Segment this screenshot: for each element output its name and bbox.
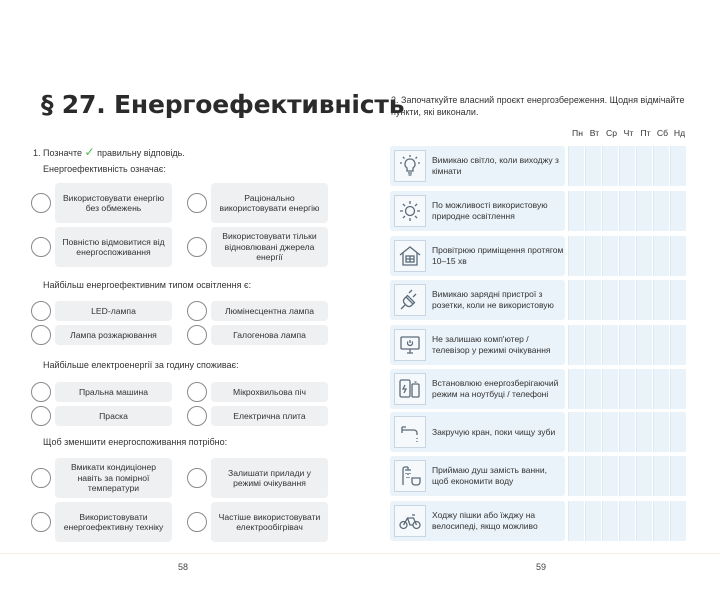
habit-text: Не залишаю комп'ютер / телевізор у режимі очікування bbox=[432, 334, 551, 355]
answer-option[interactable] bbox=[31, 406, 203, 426]
day-cell[interactable] bbox=[619, 325, 635, 365]
day-cell[interactable] bbox=[653, 412, 669, 452]
answer-option[interactable] bbox=[31, 382, 203, 402]
answer-option[interactable] bbox=[187, 301, 359, 321]
monitor-icon bbox=[394, 329, 426, 361]
day-cell[interactable] bbox=[653, 280, 669, 320]
answer-option[interactable] bbox=[31, 227, 203, 267]
day-cell[interactable] bbox=[602, 369, 618, 409]
answer-option[interactable] bbox=[187, 382, 359, 402]
day-cell[interactable] bbox=[619, 146, 635, 186]
day-cell[interactable] bbox=[670, 146, 686, 186]
day-checkboxes bbox=[568, 191, 687, 231]
answer-radio[interactable] bbox=[187, 468, 207, 488]
answer-label: Використовувати енергоефективну техніку bbox=[55, 502, 172, 542]
day-cell[interactable] bbox=[619, 280, 635, 320]
answer-option[interactable] bbox=[31, 458, 203, 498]
habit-row bbox=[390, 456, 687, 496]
day-cell[interactable] bbox=[653, 456, 669, 496]
habit-text: Приймаю душ замість ванни, щоб економити воду bbox=[432, 465, 547, 486]
plug-icon bbox=[394, 284, 426, 316]
answer-option[interactable] bbox=[31, 301, 203, 321]
answer-radio[interactable] bbox=[31, 406, 51, 426]
answer-radio[interactable] bbox=[187, 382, 207, 402]
day-cell[interactable] bbox=[653, 369, 669, 409]
answer-option[interactable] bbox=[187, 406, 359, 426]
day-cell[interactable] bbox=[619, 191, 635, 231]
answer-radio[interactable] bbox=[31, 193, 51, 213]
habit-text: Закручую кран, поки чищу зуби bbox=[432, 426, 556, 437]
answer-option[interactable] bbox=[187, 183, 359, 223]
answer-label: Мікрохвильова піч bbox=[211, 382, 328, 402]
day-cell[interactable] bbox=[602, 325, 618, 365]
habit-text: Вимикаю зарядні пристрої з розетки, коли не використовую bbox=[432, 289, 554, 310]
day-cell[interactable] bbox=[585, 325, 601, 365]
day-cell[interactable] bbox=[653, 191, 669, 231]
day-checkboxes bbox=[568, 280, 687, 320]
page-number-right: 59 bbox=[536, 562, 547, 572]
house-window-icon bbox=[394, 240, 426, 272]
shower-icon bbox=[394, 460, 426, 492]
day-cell[interactable] bbox=[585, 236, 601, 276]
answer-label: Використовувати енергію без обмежень bbox=[55, 183, 172, 223]
answer-radio[interactable] bbox=[187, 325, 207, 345]
habit-info bbox=[390, 280, 565, 320]
day-checkboxes bbox=[568, 146, 687, 186]
day-cell[interactable] bbox=[585, 280, 601, 320]
answer-label: Лампа розжарювання bbox=[55, 325, 172, 345]
faucet-icon bbox=[394, 416, 426, 448]
day-cell[interactable] bbox=[568, 146, 584, 186]
answer-radio[interactable] bbox=[187, 193, 207, 213]
day-checkboxes bbox=[568, 501, 687, 541]
day-cell[interactable] bbox=[636, 501, 652, 541]
day-cell[interactable] bbox=[602, 456, 618, 496]
habit-row bbox=[390, 412, 687, 452]
answer-label: Люмінесцентна лампа bbox=[211, 301, 328, 321]
question-label-2: Найбільш енергоефективним типом освітлення є: bbox=[43, 280, 252, 290]
day-cell[interactable] bbox=[619, 236, 635, 276]
day-cell[interactable] bbox=[585, 456, 601, 496]
question-label-1: Енергоефективність означає: bbox=[43, 164, 166, 174]
day-cell[interactable] bbox=[670, 412, 686, 452]
habit-row bbox=[390, 501, 687, 541]
habit-row bbox=[390, 325, 687, 365]
day-cell[interactable] bbox=[619, 412, 635, 452]
answer-label: Повністю відмовитися від енергоспоживання bbox=[55, 227, 172, 267]
day-cell[interactable] bbox=[619, 456, 635, 496]
day-cell[interactable] bbox=[602, 236, 618, 276]
habit-row bbox=[390, 236, 687, 276]
answer-option[interactable] bbox=[31, 502, 203, 542]
answer-radio[interactable] bbox=[31, 382, 51, 402]
habit-info bbox=[390, 146, 565, 186]
habit-text: Ходжу пішки або їжджу на велосипеді, якщо можливо bbox=[432, 510, 538, 531]
day-cell[interactable] bbox=[619, 369, 635, 409]
day-checkboxes bbox=[568, 456, 687, 496]
day-cell[interactable] bbox=[653, 501, 669, 541]
day-cell[interactable] bbox=[636, 412, 652, 452]
answer-label: Використовувати тільки відновлювані джерела енергії bbox=[211, 227, 328, 267]
day-cell[interactable] bbox=[653, 236, 669, 276]
day-label: Чт bbox=[623, 128, 634, 138]
habit-row bbox=[390, 146, 687, 186]
day-label: Вт bbox=[589, 128, 600, 138]
habit-info bbox=[390, 236, 565, 276]
habit-info bbox=[390, 412, 565, 452]
day-cell[interactable] bbox=[636, 280, 652, 320]
day-cell[interactable] bbox=[670, 280, 686, 320]
habit-text: По можливості використовую природне освітлення bbox=[432, 200, 548, 221]
answer-label: Частіше використовувати електрообігрівач bbox=[211, 502, 328, 542]
answer-label: LED-лампа bbox=[55, 301, 172, 321]
answer-label: Галогенова лампа bbox=[211, 325, 328, 345]
answer-radio[interactable] bbox=[187, 301, 207, 321]
habit-info bbox=[390, 325, 565, 365]
day-cell[interactable] bbox=[602, 412, 618, 452]
task1-intro-before: 1. Позначте bbox=[33, 148, 82, 158]
task2-instruction: 2. Започаткуйте власний проєкт енергозбереження. Щодня відмічайте пункти, які виконали. bbox=[391, 95, 685, 117]
question-label-4: Щоб зменшити енергоспоживання потрібно: bbox=[43, 437, 228, 447]
day-label: Нд bbox=[673, 128, 686, 138]
day-cell[interactable] bbox=[636, 236, 652, 276]
answer-radio[interactable] bbox=[31, 325, 51, 345]
day-cell[interactable] bbox=[636, 325, 652, 365]
habit-info bbox=[390, 501, 565, 541]
answer-radio[interactable] bbox=[31, 468, 51, 488]
habit-text: Вимикаю світло, коли виходжу з кімнати bbox=[432, 155, 559, 176]
checkmark-icon: ✓ bbox=[84, 145, 95, 159]
sun-icon bbox=[394, 195, 426, 227]
bicycle-icon bbox=[394, 505, 426, 537]
day-cell[interactable] bbox=[670, 325, 686, 365]
day-checkboxes bbox=[568, 236, 687, 276]
habit-info bbox=[390, 191, 565, 231]
day-cell[interactable] bbox=[653, 146, 669, 186]
answer-option[interactable] bbox=[31, 325, 203, 345]
battery-phone-icon bbox=[394, 373, 426, 405]
habit-row bbox=[390, 280, 687, 320]
day-cell[interactable] bbox=[585, 412, 601, 452]
day-cell[interactable] bbox=[602, 191, 618, 231]
day-cell[interactable] bbox=[602, 146, 618, 186]
day-cell[interactable] bbox=[568, 280, 584, 320]
answer-radio[interactable] bbox=[187, 406, 207, 426]
day-cell[interactable] bbox=[568, 191, 584, 231]
day-cell[interactable] bbox=[568, 236, 584, 276]
day-checkboxes bbox=[568, 412, 687, 452]
day-cell[interactable] bbox=[670, 456, 686, 496]
day-cell[interactable] bbox=[670, 501, 686, 541]
day-checkboxes bbox=[568, 325, 687, 365]
answer-radio[interactable] bbox=[187, 512, 207, 532]
answer-radio[interactable] bbox=[187, 237, 207, 257]
task1-intro-after: правильну відповідь. bbox=[97, 148, 185, 158]
day-checkboxes bbox=[568, 369, 687, 409]
day-cell[interactable] bbox=[568, 456, 584, 496]
weekday-header bbox=[569, 128, 688, 138]
day-cell[interactable] bbox=[568, 325, 584, 365]
habit-row bbox=[390, 191, 687, 231]
answer-option[interactable] bbox=[187, 325, 359, 345]
day-cell[interactable] bbox=[636, 456, 652, 496]
day-cell[interactable] bbox=[670, 191, 686, 231]
day-cell[interactable] bbox=[585, 501, 601, 541]
task1-instruction bbox=[33, 145, 185, 159]
day-cell[interactable] bbox=[602, 501, 618, 541]
day-cell[interactable] bbox=[585, 146, 601, 186]
lightbulb-icon bbox=[394, 150, 426, 182]
day-cell[interactable] bbox=[636, 369, 652, 409]
habit-text: Провітрюю приміщення протягом 10–15 хв bbox=[432, 245, 564, 266]
answer-radio[interactable] bbox=[31, 301, 51, 321]
day-cell[interactable] bbox=[568, 412, 584, 452]
habit-info bbox=[390, 456, 565, 496]
day-label: Пн bbox=[572, 128, 583, 138]
day-cell[interactable] bbox=[653, 325, 669, 365]
answer-radio[interactable] bbox=[31, 512, 51, 532]
answer-option[interactable] bbox=[187, 227, 359, 267]
day-cell[interactable] bbox=[619, 501, 635, 541]
day-label: Пт bbox=[640, 128, 651, 138]
answer-label: Залишати прилади у режимі очікування bbox=[211, 458, 328, 498]
day-cell[interactable] bbox=[585, 369, 601, 409]
answer-label: Електрична плита bbox=[211, 406, 328, 426]
day-cell[interactable] bbox=[568, 369, 584, 409]
day-cell[interactable] bbox=[568, 501, 584, 541]
page-title: § 27. Енергоефективність bbox=[41, 90, 405, 119]
answer-radio[interactable] bbox=[31, 237, 51, 257]
day-cell[interactable] bbox=[670, 236, 686, 276]
answer-option[interactable] bbox=[187, 458, 359, 498]
day-label: Ср bbox=[606, 128, 617, 138]
answer-label: Раціонально використовувати енергію bbox=[211, 183, 328, 223]
answer-label: Вмикати кондиціонер навіть за помірної температури bbox=[55, 458, 172, 498]
day-cell[interactable] bbox=[585, 191, 601, 231]
day-cell[interactable] bbox=[636, 191, 652, 231]
answer-label: Пральна машина bbox=[55, 382, 172, 402]
day-label: Сб bbox=[656, 128, 669, 138]
day-cell[interactable] bbox=[670, 369, 686, 409]
habit-row bbox=[390, 369, 687, 409]
question-label-3: Найбільше електроенергії за годину споживає: bbox=[43, 360, 239, 370]
day-cell[interactable] bbox=[636, 146, 652, 186]
answer-label: Праска bbox=[55, 406, 172, 426]
habit-text: Встановлюю енергозберігаючий режим на ноутбуці / телефоні bbox=[432, 378, 559, 399]
day-cell[interactable] bbox=[602, 280, 618, 320]
page-number-left: 58 bbox=[178, 562, 189, 572]
answer-option[interactable] bbox=[31, 183, 203, 223]
answer-option[interactable] bbox=[187, 502, 359, 542]
page-divider bbox=[0, 553, 720, 554]
habit-info bbox=[390, 369, 565, 409]
